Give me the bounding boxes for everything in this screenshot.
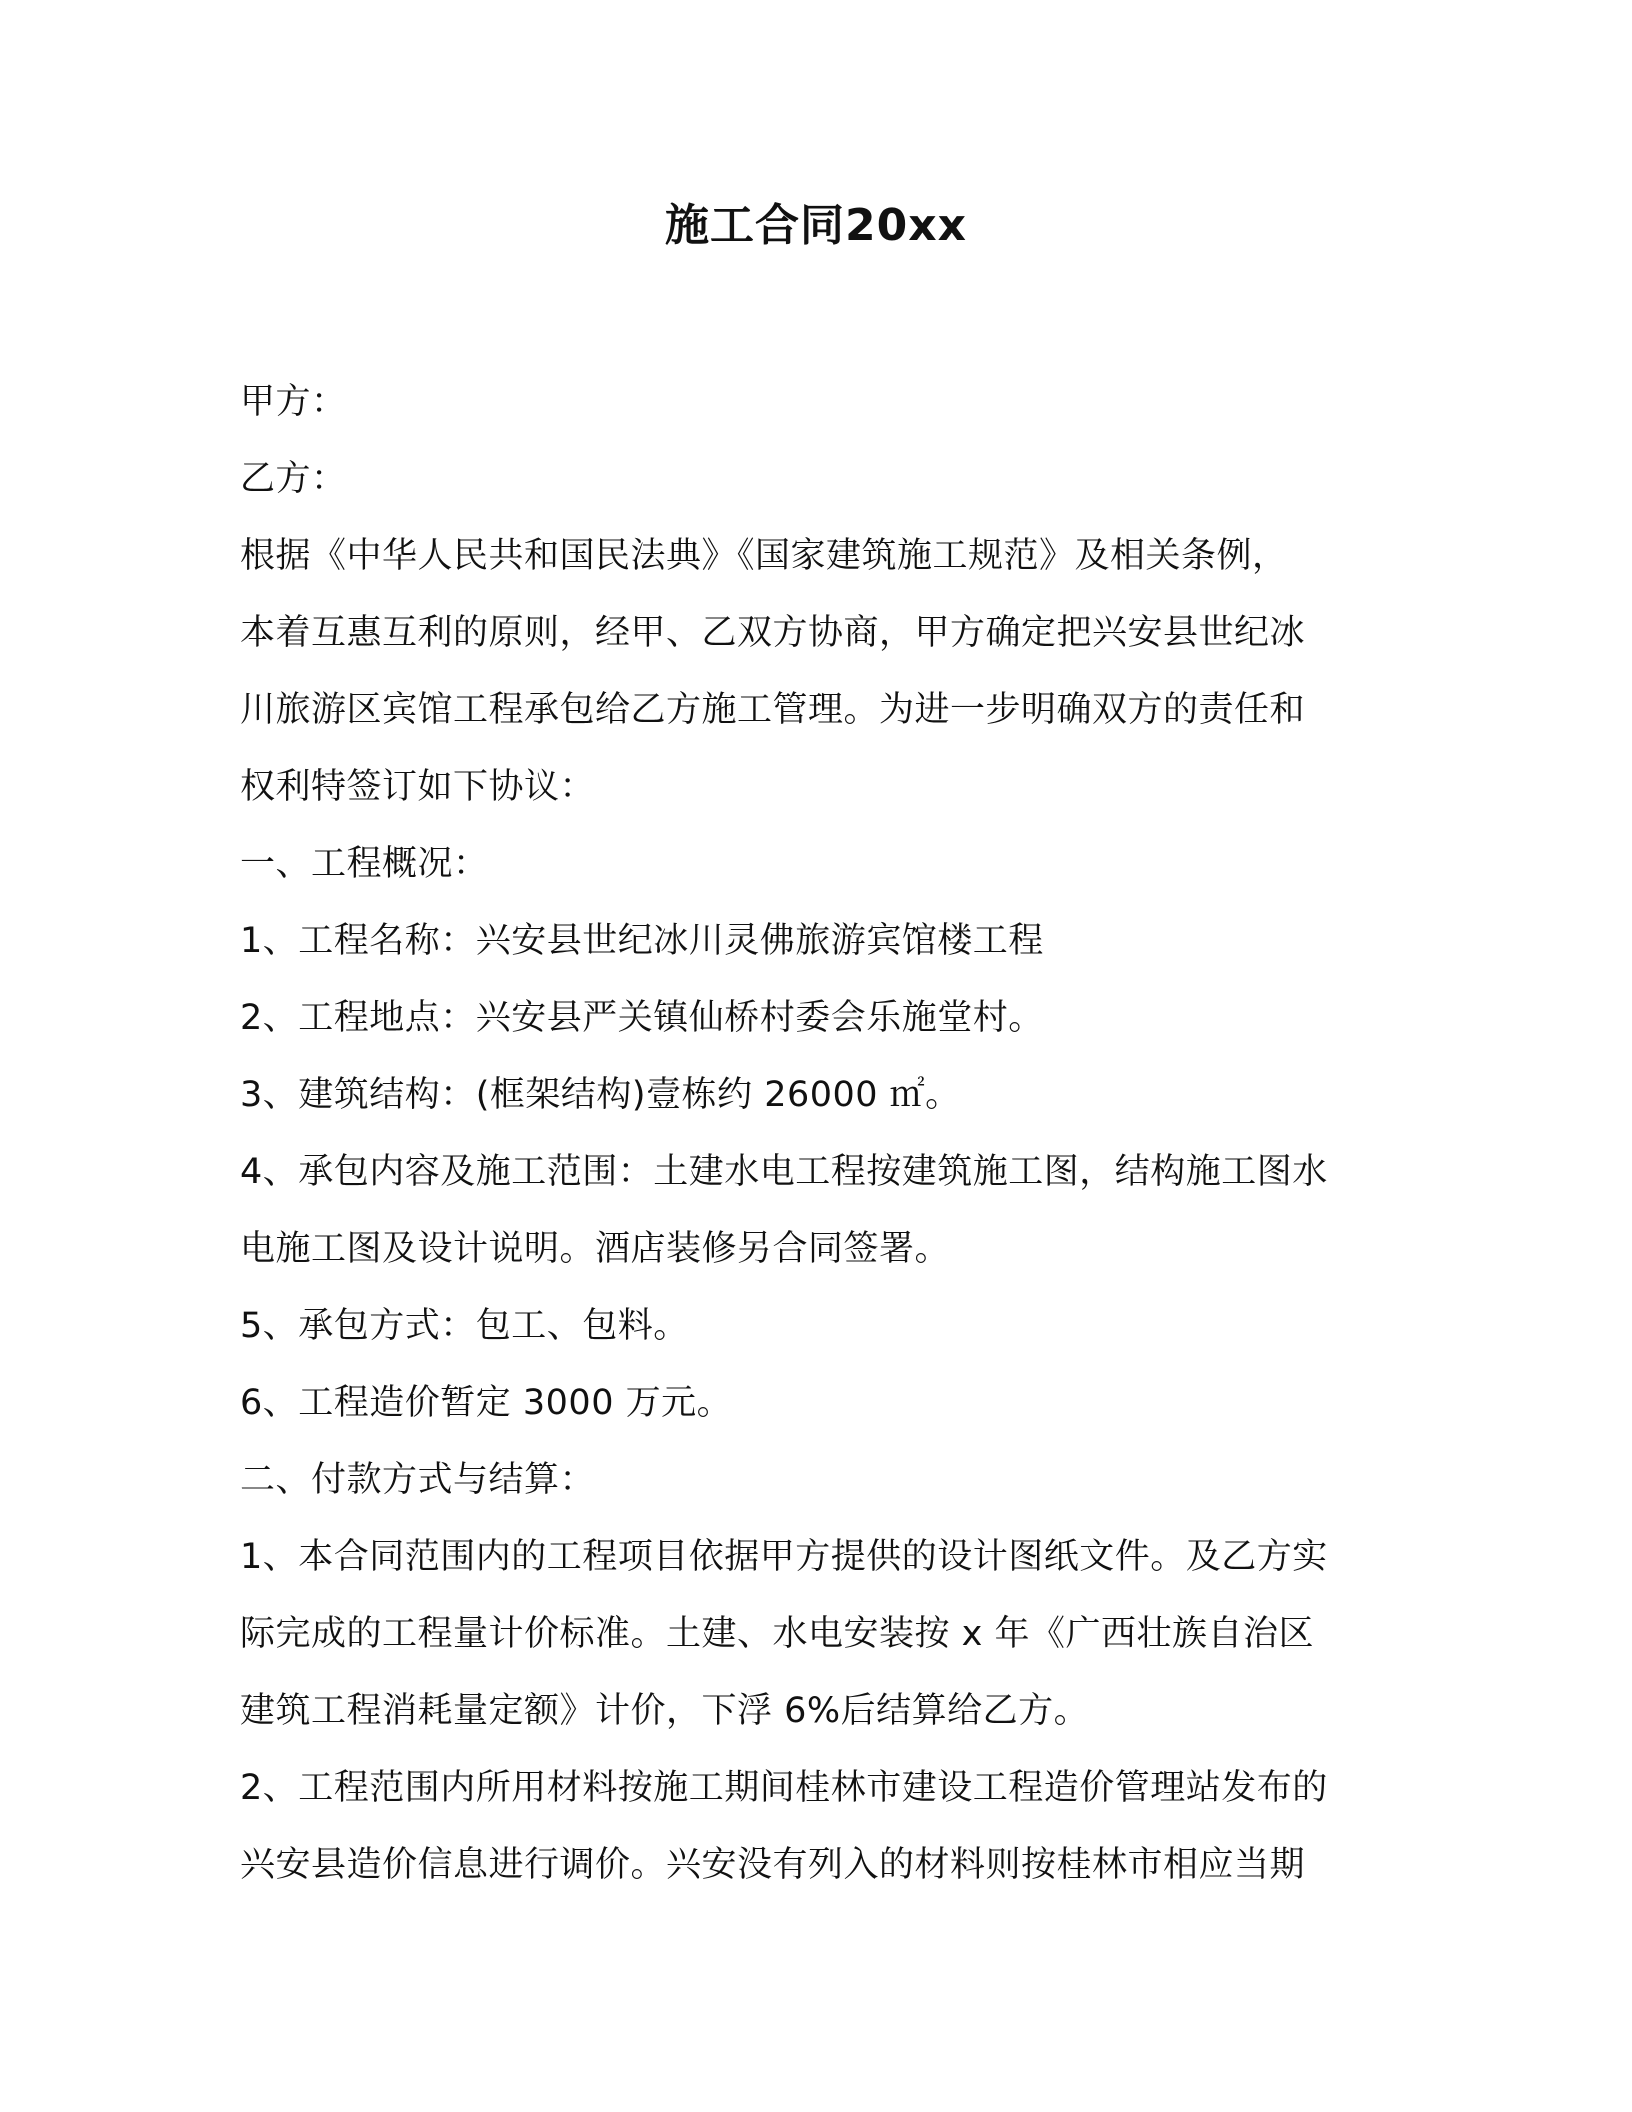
document-title: 施工合同20xx <box>665 200 967 251</box>
payment-clause-2-line-1: 2、工程范围内所用材料按施工期间桂林市建设工程造价管理站发布的 <box>240 1768 1328 1808</box>
preamble-line-2: 本着互惠互利的原则，经甲、乙双方协商，甲方确定把兴安县世纪冰 <box>240 613 1306 653</box>
preamble-line-4: 权利特签订如下协议： <box>240 767 596 807</box>
section-heading-payment: 二、付款方式与结算： <box>240 1460 596 1500</box>
document-body <box>240 364 1400 1904</box>
payment-clause-1-line-2: 际完成的工程量计价标准。土建、水电安装按 x 年《广西壮族自治区 <box>240 1614 1314 1654</box>
payment-clause-2-line-2: 兴安县造价信息进行调价。兴安没有列入的材料则按桂林市相应当期 <box>240 1845 1306 1885</box>
clause-project-location: 2、工程地点：兴安县严关镇仙桥村委会乐施堂村。 <box>240 998 1044 1038</box>
clause-project-cost: 6、工程造价暂定 3000 万元。 <box>240 1383 733 1423</box>
clause-project-name: 1、工程名称：兴安县世纪冰川灵佛旅游宾馆楼工程 <box>240 921 1044 961</box>
preamble-line-3: 川旅游区宾馆工程承包给乙方施工管理。为进一步明确双方的责任和 <box>240 690 1306 730</box>
clause-scope-line-2: 电施工图及设计说明。酒店装修另合同签署。 <box>240 1229 951 1269</box>
preamble-line-1: 根据《中华人民共和国民法典》《国家建筑施工规范》及相关条例， <box>240 536 1288 576</box>
payment-clause-1-line-1: 1、本合同范围内的工程项目依据甲方提供的设计图纸文件。及乙方实 <box>240 1537 1328 1577</box>
payment-clause-1-line-3: 建筑工程消耗量定额》计价，下浮 6%后结算给乙方。 <box>240 1691 1090 1731</box>
party-a-line: 甲方： <box>240 382 347 422</box>
clause-building-structure: 3、建筑结构：(框架结构)壹栋约 26000 ㎡。 <box>240 1075 961 1115</box>
party-b-line: 乙方： <box>240 459 347 499</box>
clause-contract-method: 5、承包方式：包工、包料。 <box>240 1306 689 1346</box>
section-heading-overview: 一、工程概况： <box>240 844 489 884</box>
clause-scope-line-1: 4、承包内容及施工范围：土建水电工程按建筑施工图，结构施工图水 <box>240 1152 1328 1192</box>
